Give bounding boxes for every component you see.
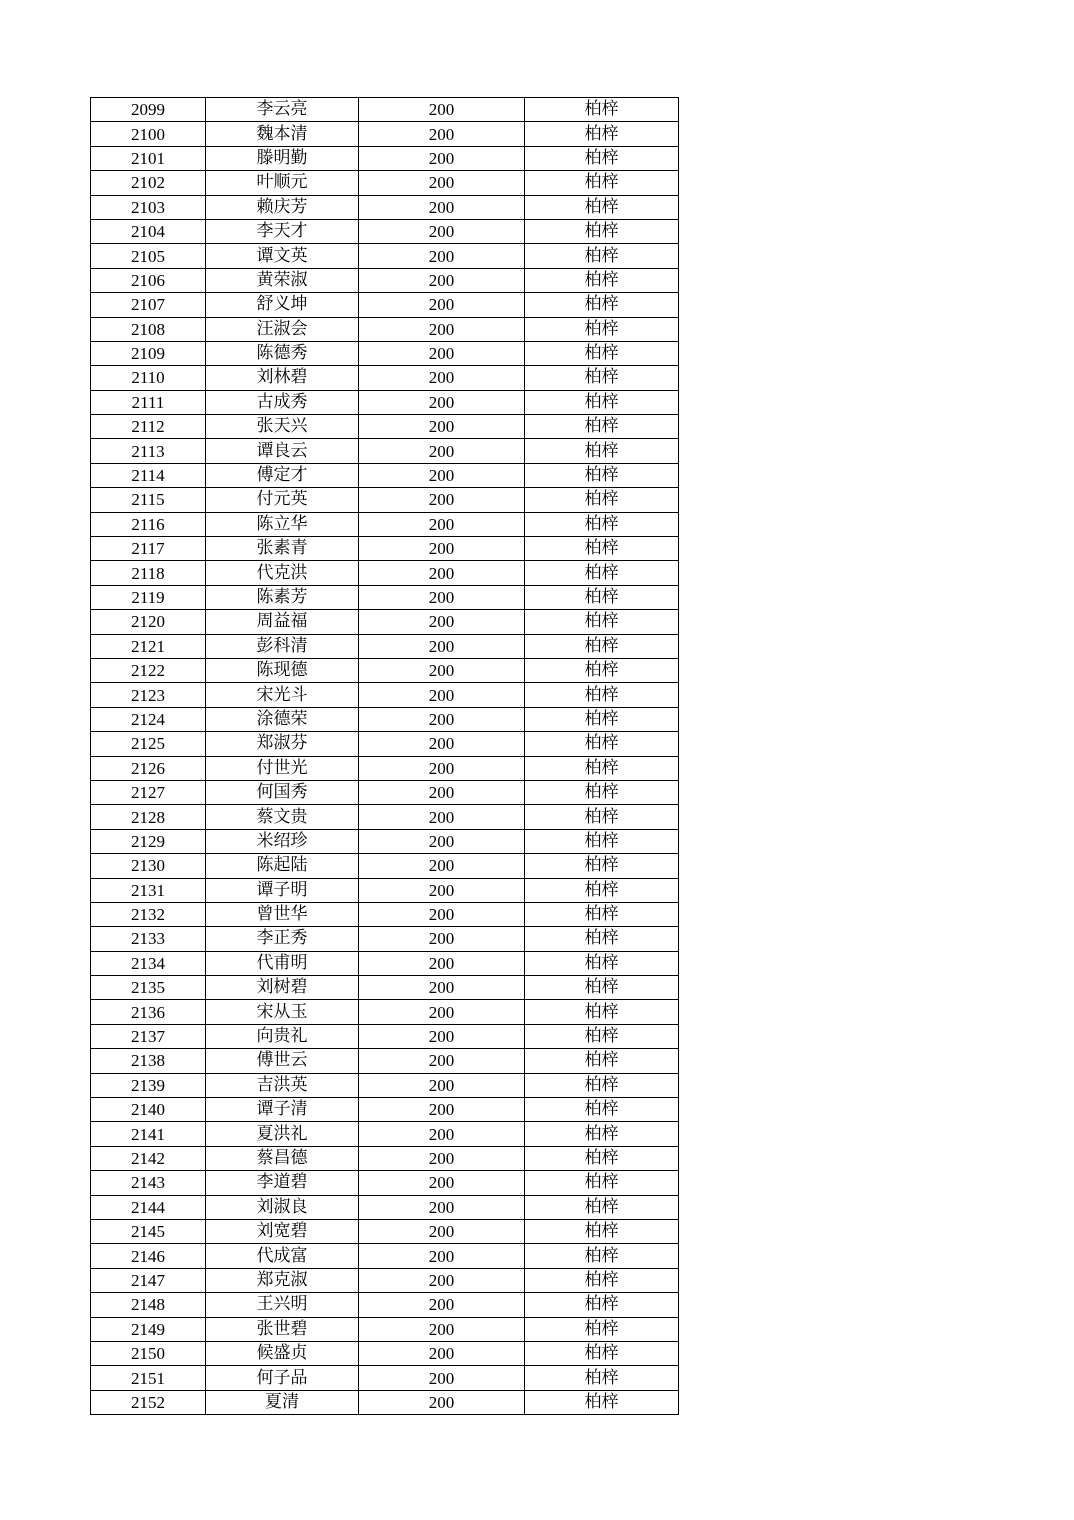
cell-location: 柏梓 (525, 927, 679, 951)
cell-location: 柏梓 (525, 951, 679, 975)
cell-location: 柏梓 (525, 1244, 679, 1268)
cell-name: 宋从玉 (206, 1000, 359, 1024)
cell-location: 柏梓 (525, 488, 679, 512)
cell-location: 柏梓 (525, 390, 679, 414)
cell-number: 2131 (91, 878, 206, 902)
cell-number: 2121 (91, 634, 206, 658)
cell-location: 柏梓 (525, 683, 679, 707)
cell-amount: 200 (359, 951, 525, 975)
cell-name: 赖庆芳 (206, 195, 359, 219)
table-row (91, 1317, 679, 1341)
cell-amount: 200 (359, 171, 525, 195)
cell-location: 柏梓 (525, 463, 679, 487)
cell-name: 彭科清 (206, 634, 359, 658)
cell-amount: 200 (359, 1268, 525, 1292)
cell-amount: 200 (359, 610, 525, 634)
table-row (91, 976, 679, 1000)
table-row (91, 878, 679, 902)
table-row (91, 512, 679, 536)
cell-amount: 200 (359, 732, 525, 756)
cell-amount: 200 (359, 1195, 525, 1219)
cell-number: 2120 (91, 610, 206, 634)
table-row (91, 1049, 679, 1073)
table-row (91, 683, 679, 707)
cell-name: 古成秀 (206, 390, 359, 414)
cell-name: 代甫明 (206, 951, 359, 975)
cell-name: 刘树碧 (206, 976, 359, 1000)
cell-location: 柏梓 (525, 610, 679, 634)
cell-amount: 200 (359, 805, 525, 829)
table-row (91, 122, 679, 146)
cell-number: 2143 (91, 1171, 206, 1195)
cell-location: 柏梓 (525, 1341, 679, 1365)
cell-name: 蔡文贵 (206, 805, 359, 829)
table-row (91, 1390, 679, 1414)
cell-number: 2128 (91, 805, 206, 829)
cell-location: 柏梓 (525, 1390, 679, 1414)
cell-location: 柏梓 (525, 878, 679, 902)
table-row (91, 561, 679, 585)
cell-number: 2109 (91, 341, 206, 365)
cell-name: 郑淑芬 (206, 732, 359, 756)
cell-amount: 200 (359, 488, 525, 512)
cell-number: 2108 (91, 317, 206, 341)
cell-number: 2107 (91, 293, 206, 317)
cell-amount: 200 (359, 1317, 525, 1341)
table-row (91, 415, 679, 439)
table-row (91, 293, 679, 317)
table-row (91, 146, 679, 170)
cell-location: 柏梓 (525, 1268, 679, 1292)
cell-location: 柏梓 (525, 902, 679, 926)
cell-amount: 200 (359, 219, 525, 243)
cell-name: 候盛贞 (206, 1341, 359, 1365)
cell-location: 柏梓 (525, 512, 679, 536)
cell-name: 舒义坤 (206, 293, 359, 317)
table-row (91, 707, 679, 731)
cell-amount: 200 (359, 1244, 525, 1268)
cell-number: 2124 (91, 707, 206, 731)
table-row (91, 317, 679, 341)
cell-amount: 200 (359, 1146, 525, 1170)
cell-number: 2111 (91, 390, 206, 414)
table-row (91, 488, 679, 512)
cell-location: 柏梓 (525, 1317, 679, 1341)
cell-amount: 200 (359, 1293, 525, 1317)
cell-name: 郑克淑 (206, 1268, 359, 1292)
cell-number: 2135 (91, 976, 206, 1000)
cell-number: 2148 (91, 1293, 206, 1317)
cell-number: 2117 (91, 537, 206, 561)
cell-name: 李正秀 (206, 927, 359, 951)
cell-location: 柏梓 (525, 146, 679, 170)
cell-location: 柏梓 (525, 1024, 679, 1048)
cell-location: 柏梓 (525, 1366, 679, 1390)
cell-number: 2099 (91, 98, 206, 122)
cell-number: 2126 (91, 756, 206, 780)
cell-amount: 200 (359, 927, 525, 951)
cell-name: 叶顺元 (206, 171, 359, 195)
cell-name: 谭文英 (206, 244, 359, 268)
cell-location: 柏梓 (525, 854, 679, 878)
cell-name: 魏本清 (206, 122, 359, 146)
cell-location: 柏梓 (525, 415, 679, 439)
cell-name: 王兴明 (206, 1293, 359, 1317)
cell-location: 柏梓 (525, 1146, 679, 1170)
cell-name: 李道碧 (206, 1171, 359, 1195)
cell-amount: 200 (359, 537, 525, 561)
cell-number: 2146 (91, 1244, 206, 1268)
cell-amount: 200 (359, 512, 525, 536)
cell-amount: 200 (359, 1122, 525, 1146)
cell-amount: 200 (359, 780, 525, 804)
cell-name: 涂德荣 (206, 707, 359, 731)
cell-location: 柏梓 (525, 1195, 679, 1219)
cell-location: 柏梓 (525, 805, 679, 829)
cell-location: 柏梓 (525, 1000, 679, 1024)
cell-location: 柏梓 (525, 732, 679, 756)
cell-name: 夏清 (206, 1390, 359, 1414)
cell-number: 2133 (91, 927, 206, 951)
table-row (91, 1293, 679, 1317)
cell-number: 2113 (91, 439, 206, 463)
table-row (91, 1268, 679, 1292)
data-table (90, 97, 679, 1415)
cell-location: 柏梓 (525, 707, 679, 731)
table-row (91, 1122, 679, 1146)
cell-location: 柏梓 (525, 756, 679, 780)
cell-amount: 200 (359, 634, 525, 658)
cell-location: 柏梓 (525, 561, 679, 585)
cell-amount: 200 (359, 1098, 525, 1122)
cell-amount: 200 (359, 658, 525, 682)
cell-amount: 200 (359, 341, 525, 365)
cell-amount: 200 (359, 1171, 525, 1195)
table-row (91, 658, 679, 682)
cell-number: 2145 (91, 1219, 206, 1243)
cell-number: 2137 (91, 1024, 206, 1048)
cell-location: 柏梓 (525, 1171, 679, 1195)
table-row (91, 171, 679, 195)
cell-number: 2105 (91, 244, 206, 268)
cell-amount: 200 (359, 902, 525, 926)
table-row (91, 756, 679, 780)
cell-location: 柏梓 (525, 1073, 679, 1097)
cell-number: 2127 (91, 780, 206, 804)
cell-location: 柏梓 (525, 366, 679, 390)
cell-amount: 200 (359, 1219, 525, 1243)
cell-number: 2141 (91, 1122, 206, 1146)
table-row (91, 732, 679, 756)
cell-amount: 200 (359, 146, 525, 170)
cell-location: 柏梓 (525, 537, 679, 561)
cell-name: 汪淑会 (206, 317, 359, 341)
table-row (91, 1366, 679, 1390)
cell-name: 傅世云 (206, 1049, 359, 1073)
cell-number: 2106 (91, 268, 206, 292)
cell-number: 2119 (91, 585, 206, 609)
cell-name: 付世光 (206, 756, 359, 780)
cell-amount: 200 (359, 756, 525, 780)
cell-number: 2132 (91, 902, 206, 926)
cell-name: 刘宽碧 (206, 1219, 359, 1243)
cell-number: 2134 (91, 951, 206, 975)
cell-number: 2116 (91, 512, 206, 536)
cell-amount: 200 (359, 463, 525, 487)
cell-location: 柏梓 (525, 439, 679, 463)
table-row (91, 1341, 679, 1365)
cell-amount: 200 (359, 1366, 525, 1390)
cell-number: 2147 (91, 1268, 206, 1292)
table-row (91, 634, 679, 658)
cell-location: 柏梓 (525, 1049, 679, 1073)
cell-number: 2142 (91, 1146, 206, 1170)
cell-location: 柏梓 (525, 293, 679, 317)
table-row (91, 902, 679, 926)
cell-name: 谭子清 (206, 1098, 359, 1122)
cell-number: 2129 (91, 829, 206, 853)
cell-name: 张世碧 (206, 1317, 359, 1341)
cell-name: 向贵礼 (206, 1024, 359, 1048)
cell-location: 柏梓 (525, 829, 679, 853)
cell-amount: 200 (359, 244, 525, 268)
cell-name: 何国秀 (206, 780, 359, 804)
cell-number: 2122 (91, 658, 206, 682)
cell-name: 陈德秀 (206, 341, 359, 365)
cell-amount: 200 (359, 707, 525, 731)
table-row (91, 610, 679, 634)
cell-name: 周益福 (206, 610, 359, 634)
cell-location: 柏梓 (525, 658, 679, 682)
cell-location: 柏梓 (525, 268, 679, 292)
cell-number: 2130 (91, 854, 206, 878)
cell-amount: 200 (359, 415, 525, 439)
table-row (91, 585, 679, 609)
cell-number: 2103 (91, 195, 206, 219)
cell-number: 2144 (91, 1195, 206, 1219)
cell-name: 谭良云 (206, 439, 359, 463)
table-row (91, 366, 679, 390)
cell-name: 代成富 (206, 1244, 359, 1268)
cell-amount: 200 (359, 122, 525, 146)
table-row (91, 1000, 679, 1024)
table-row (91, 219, 679, 243)
cell-name: 宋光斗 (206, 683, 359, 707)
cell-location: 柏梓 (525, 171, 679, 195)
cell-location: 柏梓 (525, 317, 679, 341)
table-row (91, 195, 679, 219)
table-row (91, 537, 679, 561)
table-row (91, 268, 679, 292)
cell-amount: 200 (359, 561, 525, 585)
cell-amount: 200 (359, 1390, 525, 1414)
cell-name: 滕明勤 (206, 146, 359, 170)
cell-amount: 200 (359, 683, 525, 707)
table-row (91, 390, 679, 414)
cell-amount: 200 (359, 1000, 525, 1024)
cell-location: 柏梓 (525, 976, 679, 1000)
cell-location: 柏梓 (525, 1293, 679, 1317)
cell-amount: 200 (359, 268, 525, 292)
table-row (91, 341, 679, 365)
cell-number: 2104 (91, 219, 206, 243)
table-row (91, 463, 679, 487)
table-row (91, 439, 679, 463)
cell-name: 陈立华 (206, 512, 359, 536)
cell-name: 黄荣淑 (206, 268, 359, 292)
cell-amount: 200 (359, 829, 525, 853)
table-row (91, 1073, 679, 1097)
cell-location: 柏梓 (525, 219, 679, 243)
cell-name: 刘淑良 (206, 1195, 359, 1219)
cell-location: 柏梓 (525, 122, 679, 146)
table-row (91, 854, 679, 878)
cell-number: 2149 (91, 1317, 206, 1341)
cell-amount: 200 (359, 317, 525, 341)
cell-name: 米绍珍 (206, 829, 359, 853)
cell-number: 2112 (91, 415, 206, 439)
table-row (91, 927, 679, 951)
table-row (91, 1195, 679, 1219)
cell-amount: 200 (359, 1024, 525, 1048)
table-row (91, 244, 679, 268)
cell-number: 2115 (91, 488, 206, 512)
table-row (91, 805, 679, 829)
table-body (91, 98, 679, 1415)
cell-amount: 200 (359, 366, 525, 390)
cell-number: 2114 (91, 463, 206, 487)
cell-number: 2100 (91, 122, 206, 146)
cell-amount: 200 (359, 1049, 525, 1073)
cell-number: 2152 (91, 1390, 206, 1414)
cell-location: 柏梓 (525, 341, 679, 365)
cell-name: 谭子明 (206, 878, 359, 902)
cell-amount: 200 (359, 439, 525, 463)
cell-name: 张天兴 (206, 415, 359, 439)
cell-number: 2139 (91, 1073, 206, 1097)
cell-name: 蔡昌德 (206, 1146, 359, 1170)
cell-number: 2136 (91, 1000, 206, 1024)
table-row (91, 1171, 679, 1195)
cell-number: 2125 (91, 732, 206, 756)
table-row (91, 780, 679, 804)
cell-number: 2102 (91, 171, 206, 195)
table-row (91, 1098, 679, 1122)
cell-amount: 200 (359, 854, 525, 878)
cell-location: 柏梓 (525, 98, 679, 122)
cell-amount: 200 (359, 878, 525, 902)
cell-name: 何子品 (206, 1366, 359, 1390)
cell-number: 2101 (91, 146, 206, 170)
table-row (91, 1219, 679, 1243)
cell-number: 2140 (91, 1098, 206, 1122)
cell-amount: 200 (359, 98, 525, 122)
cell-name: 李天才 (206, 219, 359, 243)
cell-amount: 200 (359, 390, 525, 414)
cell-name: 付元英 (206, 488, 359, 512)
cell-amount: 200 (359, 293, 525, 317)
table-row (91, 1024, 679, 1048)
cell-name: 曾世华 (206, 902, 359, 926)
table-row (91, 1244, 679, 1268)
cell-number: 2123 (91, 683, 206, 707)
cell-number: 2110 (91, 366, 206, 390)
cell-location: 柏梓 (525, 1219, 679, 1243)
cell-location: 柏梓 (525, 1122, 679, 1146)
cell-amount: 200 (359, 1341, 525, 1365)
table-row (91, 98, 679, 122)
cell-name: 陈素芳 (206, 585, 359, 609)
cell-number: 2138 (91, 1049, 206, 1073)
cell-number: 2150 (91, 1341, 206, 1365)
cell-name: 代克洪 (206, 561, 359, 585)
cell-amount: 200 (359, 585, 525, 609)
cell-amount: 200 (359, 1073, 525, 1097)
cell-location: 柏梓 (525, 244, 679, 268)
cell-name: 陈现德 (206, 658, 359, 682)
table-row (91, 1146, 679, 1170)
cell-name: 吉洪英 (206, 1073, 359, 1097)
table-row (91, 951, 679, 975)
cell-number: 2151 (91, 1366, 206, 1390)
cell-location: 柏梓 (525, 780, 679, 804)
cell-location: 柏梓 (525, 195, 679, 219)
cell-location: 柏梓 (525, 634, 679, 658)
cell-name: 陈起陆 (206, 854, 359, 878)
cell-location: 柏梓 (525, 585, 679, 609)
cell-name: 傅定才 (206, 463, 359, 487)
cell-name: 夏洪礼 (206, 1122, 359, 1146)
cell-name: 刘林碧 (206, 366, 359, 390)
cell-amount: 200 (359, 976, 525, 1000)
cell-location: 柏梓 (525, 1098, 679, 1122)
table-row (91, 829, 679, 853)
cell-name: 张素青 (206, 537, 359, 561)
cell-number: 2118 (91, 561, 206, 585)
cell-amount: 200 (359, 195, 525, 219)
cell-name: 李云亮 (206, 98, 359, 122)
